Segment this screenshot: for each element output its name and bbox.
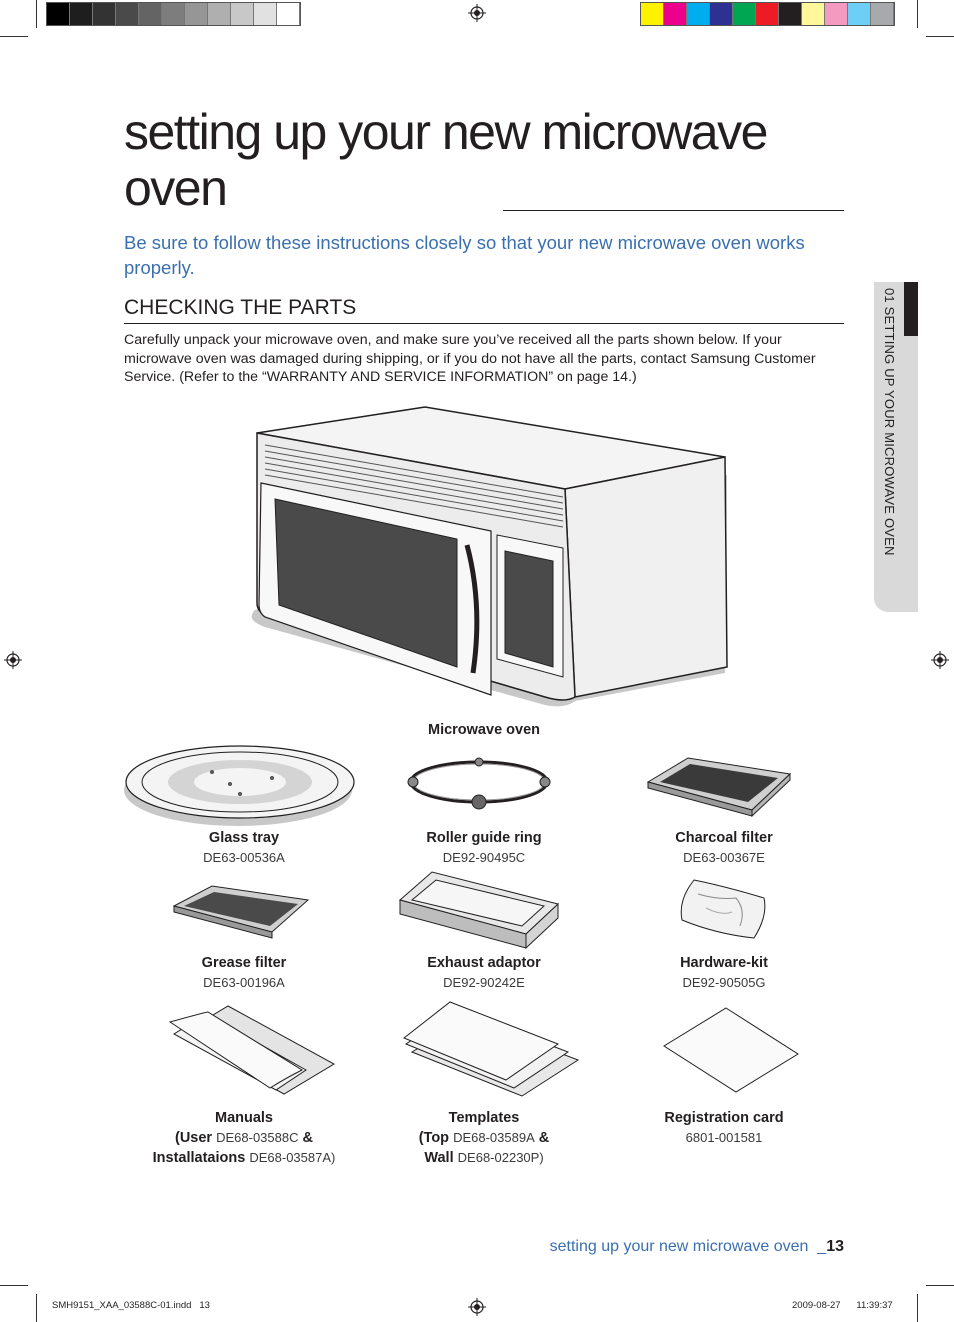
grease-filter-illustration	[172, 884, 312, 942]
color-swatch	[139, 3, 162, 25]
color-swatch	[277, 3, 300, 25]
color-swatch	[254, 3, 277, 25]
registration-mark-icon	[4, 651, 22, 669]
color-swatch	[779, 3, 802, 25]
roller-guide-ring-label: Roller guide ring DE92-90495C	[426, 830, 542, 865]
color-swatch	[871, 3, 894, 25]
hardware-kit-illustration	[676, 876, 772, 944]
crop-mark	[926, 36, 954, 37]
manuals-illustration	[166, 1000, 338, 1096]
chapter-tab-label: 01 SETTING UP YOUR MICROWAVE OVEN	[882, 288, 897, 556]
color-swatch	[733, 3, 756, 25]
color-swatch	[802, 3, 825, 25]
color-swatch	[208, 3, 231, 25]
color-swatch	[664, 3, 687, 25]
charcoal-filter-label: Charcoal filter DE63-00367E	[675, 830, 773, 865]
crop-mark	[926, 1285, 954, 1286]
color-swatch	[47, 3, 70, 25]
registration-card-label: Registration card 6801-001581	[664, 1110, 784, 1145]
chapter-tab-marker	[904, 282, 918, 336]
page-footer: setting up your new microwave oven _13	[549, 1238, 844, 1255]
crop-mark	[36, 0, 37, 28]
registration-card-illustration	[662, 1006, 800, 1094]
crop-mark	[36, 1294, 37, 1322]
manuals-label: Manuals (User DE68-03588C & Installataions DE68-03587A)	[152, 1110, 336, 1166]
crop-mark	[917, 1294, 918, 1322]
intro-text: Be sure to follow these instructions closely so that your new microwave oven works properly.	[124, 232, 805, 278]
color-swatch	[162, 3, 185, 25]
color-swatch	[756, 3, 779, 25]
templates-illustration	[402, 1000, 582, 1100]
color-swatch	[185, 3, 208, 25]
crop-mark	[0, 1285, 28, 1286]
microwave-oven-illustration	[245, 405, 735, 710]
exhaust-adaptor-label: Exhaust adaptor DE92-90242E	[427, 955, 541, 990]
templates-label: Templates (Top DE68-03589A & Wall DE68-02230P)	[418, 1110, 550, 1166]
color-swatch	[231, 3, 254, 25]
crop-mark	[0, 36, 28, 37]
section-body: Carefully unpack your microwave oven, and make sure you’ve received all the parts shown below. If your microwave oven was damaged during shipping, or if you do not have all the parts, contact Samsung Customer Service. (Refer to the “WARRANTY AND SERVICE INFORMATION” on page 14.)	[124, 332, 816, 385]
color-swatch	[641, 3, 664, 25]
color-swatch	[710, 3, 733, 25]
color-swatch	[93, 3, 116, 25]
grayscale-color-bar	[46, 2, 301, 26]
title-underline	[503, 210, 844, 211]
color-swatch	[116, 3, 139, 25]
grease-filter-label: Grease filter DE63-00196A	[201, 955, 287, 990]
process-color-bar	[640, 2, 895, 26]
crop-mark	[917, 0, 918, 28]
color-swatch	[70, 3, 93, 25]
exhaust-adaptor-illustration	[398, 868, 562, 950]
registration-mark-icon	[468, 4, 486, 22]
glass-tray-label: Glass tray DE63-00536A	[203, 830, 285, 865]
registration-mark-icon	[931, 651, 949, 669]
color-swatch	[687, 3, 710, 25]
charcoal-filter-illustration	[646, 756, 794, 820]
page-title: setting up your new microwave oven	[124, 104, 767, 216]
color-swatch	[848, 3, 871, 25]
page-number: 13	[826, 1238, 844, 1255]
microwave-oven-label: Microwave oven	[427, 722, 540, 738]
hardware-kit-label: Hardware-kit DE92-90505G	[680, 955, 768, 990]
file-slug: SMH9151_XAA_03588C-01.indd 13	[52, 1300, 210, 1311]
roller-guide-ring-illustration	[405, 754, 553, 816]
section-heading: CHECKING THE PARTS	[124, 295, 844, 324]
timestamp-slug: 2009-08-27 11:39:37	[792, 1300, 893, 1311]
registration-mark-icon	[468, 1298, 486, 1316]
color-swatch	[825, 3, 848, 25]
glass-tray-illustration	[122, 742, 358, 828]
